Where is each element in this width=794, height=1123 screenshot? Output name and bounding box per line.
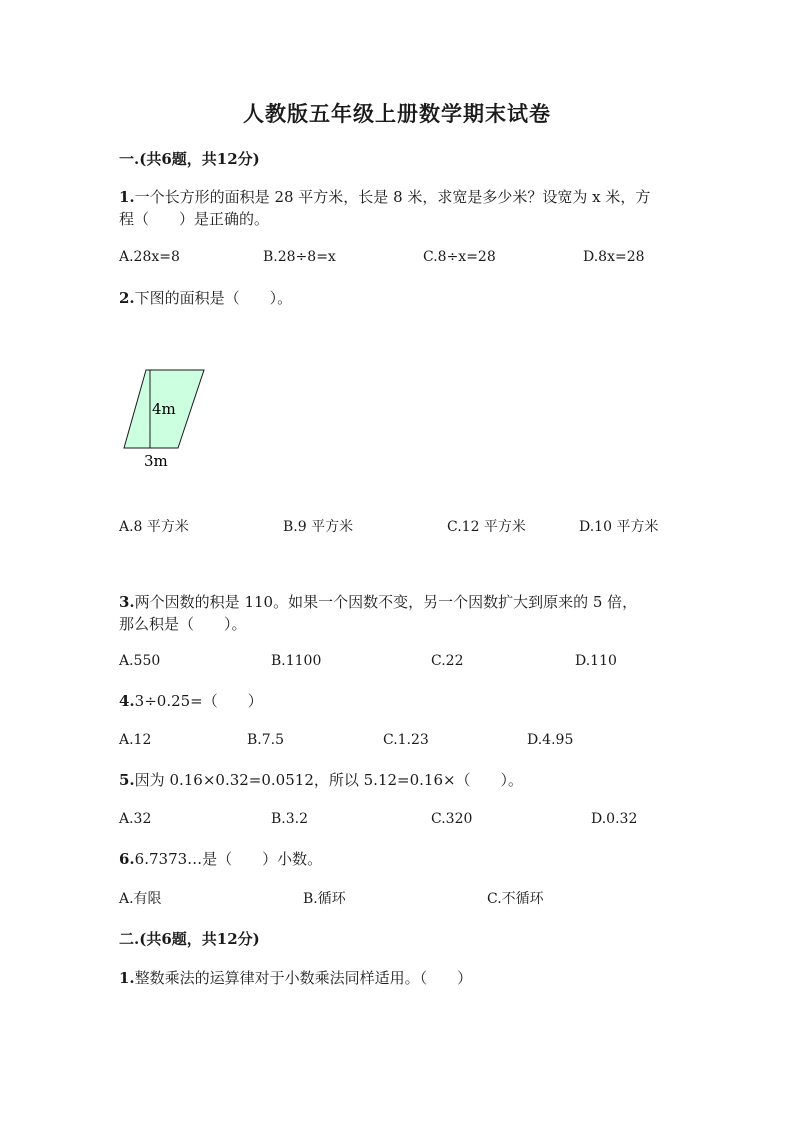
q4-option-a[interactable]: A.12: [119, 732, 152, 748]
question-1-line-1: [119, 186, 650, 207]
q5-option-d[interactable]: D.0.32: [591, 811, 638, 827]
q6-option-a[interactable]: A.有限: [119, 891, 162, 907]
question-text: 下图的面积是（ ）。: [134, 289, 293, 307]
question-5-line-1: [119, 769, 523, 790]
question-2-line-1: [119, 287, 292, 308]
q5-option-a[interactable]: A.32: [119, 811, 152, 827]
q2-option-a[interactable]: A.8 平方米: [119, 519, 189, 535]
q6-option-c[interactable]: C.不循环: [487, 891, 544, 907]
question-text: 因为 0.16×0.32=0.0512，所以 5.12=0.16×（ ）。: [134, 771, 524, 789]
question-number: 6.: [119, 850, 135, 868]
question-number: 3.: [119, 593, 135, 611]
q5-option-b[interactable]: B.3.2: [271, 811, 309, 827]
page-title: 人教版五年级上册数学期末试卷: [243, 101, 551, 126]
question-3-line-1: [119, 591, 637, 612]
q6-option-b[interactable]: B.循环: [303, 891, 346, 907]
height-label: 4m: [152, 400, 176, 418]
question-text: 一个长方形的面积是 28 平方米，长是 8 米，求宽是多少米？设宽为 x 米，方: [134, 188, 651, 206]
question-number: 1.: [119, 969, 135, 987]
question-text: 两个因数的积是 110。如果一个因数不变，另一个因数扩大到原来的 5 倍，: [134, 593, 638, 611]
question-text: 3÷0.25=（ ）: [134, 692, 263, 710]
section-header-2: 二.(共6题，共12分): [119, 930, 260, 948]
q2-option-d[interactable]: D.10 平方米: [579, 519, 659, 535]
question-text: 整数乘法的运算律对于小数乘法同样适用。（ ）: [134, 969, 473, 987]
q2-option-c[interactable]: C.12 平方米: [447, 519, 526, 535]
q3-option-a[interactable]: A.550: [119, 653, 161, 669]
question-6-line-1: [119, 848, 322, 869]
q1-option-c[interactable]: C.8÷x=28: [423, 249, 496, 265]
q2-option-b[interactable]: B.9 平方米: [283, 519, 354, 535]
question-text: 6.7373…是（ ）小数。: [134, 850, 323, 868]
question-number: 4.: [119, 692, 135, 710]
q3-option-d[interactable]: D.110: [575, 653, 617, 669]
q1-option-b[interactable]: B.28÷8=x: [263, 249, 336, 265]
question-1-line-2: 程（ ）是正确的。: [119, 210, 270, 228]
q4-option-d[interactable]: D.4.95: [527, 732, 574, 748]
parallelogram-figure: [118, 362, 228, 472]
base-label: 3m: [144, 452, 168, 470]
question-number: 2.: [119, 289, 135, 307]
question-3-line-2: 那么积是（ ）。: [119, 615, 247, 633]
q3-option-b[interactable]: B.1100: [271, 653, 322, 669]
question-4-line-1: [119, 690, 263, 711]
q4-option-b[interactable]: B.7.5: [247, 732, 285, 748]
q3-option-c[interactable]: C.22: [431, 653, 464, 669]
q5-option-c[interactable]: C.320: [431, 811, 473, 827]
q1-option-d[interactable]: D.8x=28: [583, 249, 645, 265]
section-header-1: 一.(共6题，共12分): [119, 150, 260, 168]
tf-question-1-line-1: [119, 967, 472, 988]
q1-option-a[interactable]: A.28x=8: [119, 249, 180, 265]
q4-option-c[interactable]: C.1.23: [383, 732, 429, 748]
question-number: 1.: [119, 188, 135, 206]
question-number: 5.: [119, 771, 135, 789]
